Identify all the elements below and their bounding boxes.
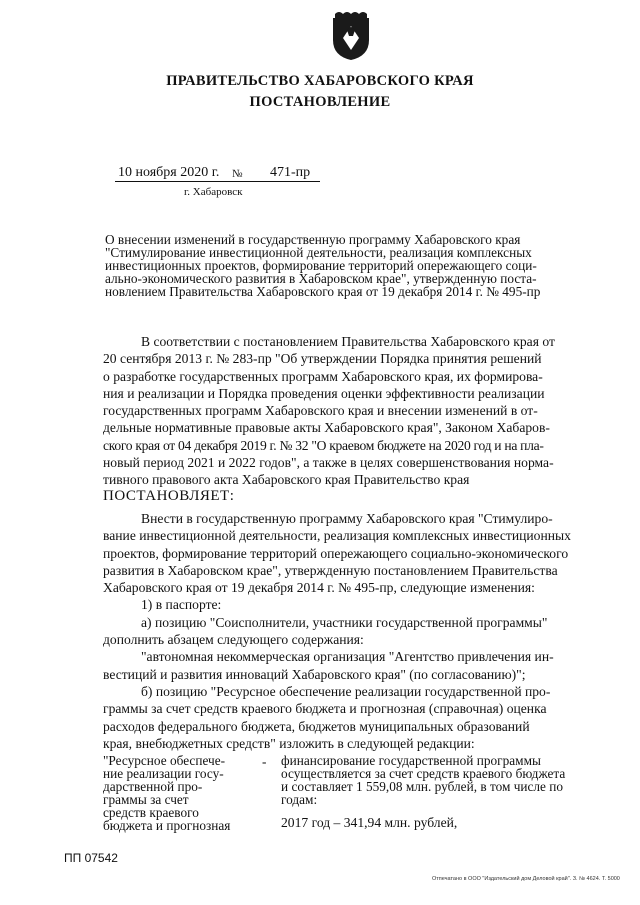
table-right-line: и составляет 1 559,08 млн. рублей, в том числе по <box>281 779 564 794</box>
body-line: проектов, формирование территорий опережающего социально-экономического <box>103 545 569 561</box>
preamble-paragraph <box>103 333 611 489</box>
body-line: дополнить абзацем следующего содержания: <box>103 632 364 648</box>
body-line: граммы за счет средств краевого бюджета и прогнозная (справочная) оценка <box>103 701 547 717</box>
subject-line: О внесении изменений в государственную программу Хабаровского края <box>105 232 521 247</box>
preamble-line: государственных программ Хабаровского края и внесении изменений в от- <box>103 403 538 419</box>
table-year-line: 2017 год – 341,94 млн. рублей, <box>281 815 458 830</box>
body-line: края, внебюджетных средств" изложить в следующей редакции: <box>103 735 475 751</box>
document-type: ПОСТАНОВЛЕНИЕ <box>249 94 391 110</box>
body-line: а) позицию "Соисполнители, участники государственной программы" <box>141 614 548 630</box>
body-line: развития в Хабаровском крае", утвержденную постановлением Правительства <box>103 562 558 578</box>
subject-line: инвестиционных проектов, формирование территорий опережающего соци- <box>105 258 537 273</box>
subject-line: ально-экономического развития в Хабаровском крае", утвержденную поста- <box>105 271 537 286</box>
body-line: б) позицию "Ресурсное обеспечение реализации государственной про- <box>141 683 551 699</box>
body-line: Хабаровского края от 19 декабря 2014 г. № 495-пр, следующие изменения: <box>103 580 535 596</box>
document-subject <box>105 233 611 298</box>
preamble-line: 20 сентября 2013 г. № 283-пр "Об утверждении Порядка принятия решений <box>103 351 542 367</box>
preamble-line: новый период 2021 и 2022 годов", а также в целях совершенствования норма- <box>103 455 554 471</box>
body-line: 1) в паспорте: <box>141 597 222 613</box>
table-left-column <box>103 754 261 832</box>
preamble-line: В соответствии с постановлением Правительства Хабаровского края от <box>141 334 555 349</box>
document-number: 471-пр <box>270 165 311 180</box>
body-line: вание инвестиционной деятельности, реализация комплексных инвестиционных <box>103 528 571 544</box>
preamble-line: ского края от 04 декабря 2019 г. № 32 "О краевом бюджете на 2020 год и на пла- <box>103 437 544 453</box>
document-code: ПП 07542 <box>64 851 118 865</box>
preamble-line: дельные нормативные правовые акты Хабаровского края", Законом Хабаров- <box>103 420 550 436</box>
date-number-line <box>115 165 320 182</box>
preamble-line: о разработке государственных программ Хабаровского края, их формирова- <box>103 368 543 384</box>
resolves-heading: ПОСТАНОВЛЯЕТ: <box>103 488 235 504</box>
city: г. Хабаровск <box>184 186 243 198</box>
subject-line: "Стимулирование инвестиционной деятельности, реализация комплексных <box>105 245 532 260</box>
table-right-line: осуществляется за счет средств краевого бюджета <box>281 766 566 781</box>
table-right-line: финансирование государственной программы <box>281 753 541 768</box>
table-left-line: ние реализации госу- <box>103 766 224 781</box>
preamble-line: ния и реализации и Порядка проведения оценки эффективности реализации <box>103 385 545 401</box>
document-date: 10 ноября 2020 г. <box>118 165 220 180</box>
body-line: расходов федерального бюджета, бюджетов муниципальных образований <box>103 718 530 734</box>
number-sign: № <box>232 168 243 180</box>
table-left-line: дарственной про- <box>103 779 203 794</box>
table-left-line: граммы за счет <box>103 792 189 807</box>
preamble-line: тивного правового акта Хабаровского края Правительство края <box>103 472 470 488</box>
body-paragraph <box>103 510 611 752</box>
table-right-column <box>281 754 611 806</box>
table-left-line: "Ресурсное обеспече- <box>103 753 226 768</box>
body-line: "автономная некоммерческая организация "Агентство привлечения ин- <box>141 649 554 665</box>
body-line: Внести в государственную программу Хабаровского края "Стимулиро- <box>141 511 553 526</box>
body-line: вестиций и развития инноваций Хабаровского края" (по согласованию)"; <box>103 666 526 682</box>
table-right-line: годам: <box>281 792 318 807</box>
table-left-line: бюджета и прогнозная <box>103 818 231 833</box>
subject-line: новлением Правительства Хабаровского края от 19 декабря 2014 г. № 495-пр <box>105 284 541 299</box>
table-dash: - <box>262 754 267 769</box>
printer-imprint: Отпечатано в ООО "Издательский дом Деловой край". З. № 4624. Т. 5000 <box>432 876 620 882</box>
government-title: ПРАВИТЕЛЬСТВО ХАБАРОВСКОГО КРАЯ <box>166 73 474 89</box>
coat-of-arms-emblem <box>329 10 373 62</box>
table-left-line: средств краевого <box>103 805 199 820</box>
